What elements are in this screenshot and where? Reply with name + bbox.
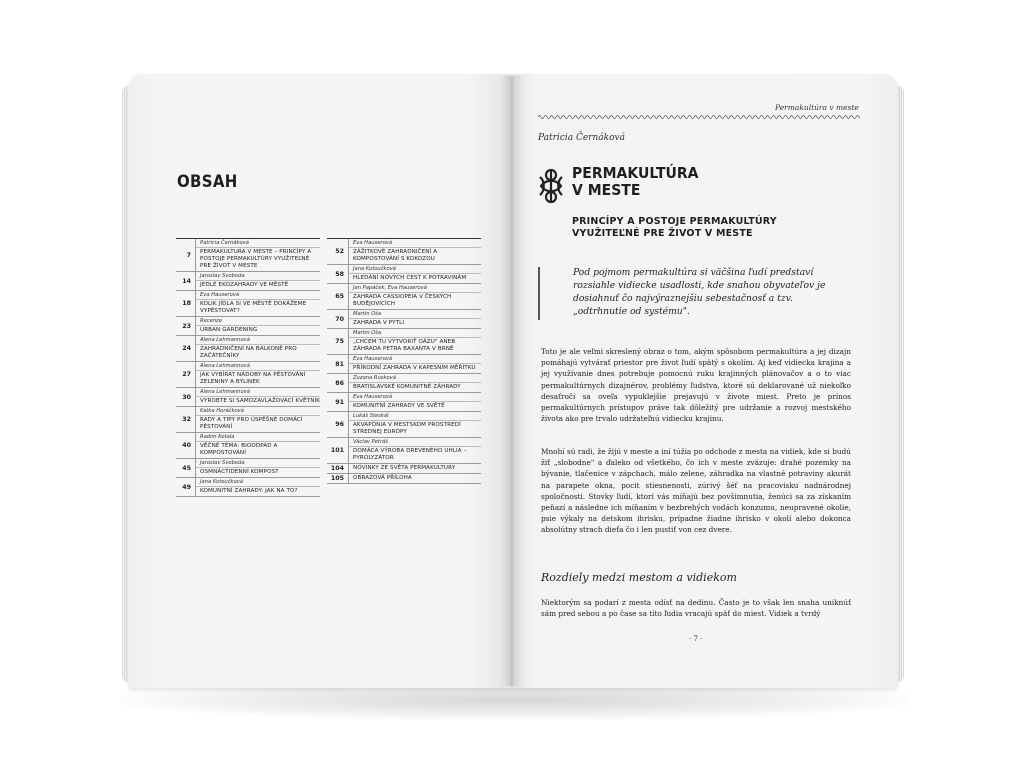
toc-author: Jaroslav Svoboda [196, 273, 320, 281]
toc-entry-body [196, 433, 320, 458]
toc-entry-title: RADY A TIPY PRO ÚSPĚŠNÉ DOMÁCÍ PĚSTOVÁNÍ [200, 417, 303, 430]
toc-entry-title: HLEDÁNÍ NOVÝCH CEST K POTRAVINÁM [353, 275, 467, 281]
toc-author: Patricia Černáková [196, 240, 320, 248]
toc-entry [327, 329, 481, 355]
toc-author: Eva Hauserová [349, 240, 481, 248]
toc-entry [327, 438, 481, 464]
lead-paragraph: Pod pojmom permakultúra si väčšina ľudí predstaví rozsiahle vidiecke usadlosti, kde snahou obyvateľov je dosiahnuť čo najvýraznejšiu sebestačnosť a tzv. „odtrhnutie od systému". [573, 267, 826, 317]
toc-entry-body [196, 362, 320, 387]
toc-entry-title: VĚČNÉ TÉMA: BIOODPAD A KOMPOSTOVÁNÍ [200, 443, 278, 456]
toc-entry-body [349, 412, 481, 437]
toc-entry-title: „CHCEM TU VYTVORIŤ OÁZU" ANEB ZÁHRADA PETRA BAXANTA V BRNĚ [353, 339, 456, 352]
toc-entry-body [349, 474, 481, 483]
toc-page-number: 45 [176, 459, 196, 477]
toc-entry-body [349, 284, 481, 309]
toc-entry-body [349, 393, 481, 411]
toc-entry [327, 464, 481, 474]
toc-entry-body [196, 291, 320, 316]
toc-entry-title: PŘÍRODNÍ ZAHRADA V KAPESNÍM MĚŘÍTKU [353, 365, 476, 371]
toc-page-number: 86 [327, 374, 349, 392]
toc-page-number: 96 [327, 412, 349, 437]
chapter-title [572, 165, 698, 200]
chapter-title-line2: V MESTE [572, 182, 641, 200]
toc-entry-title: ZAHRADA V PYTLI [353, 320, 405, 326]
toc-entry [176, 407, 320, 433]
toc-entry [176, 317, 320, 336]
toc-entry-title: PERMAKULTURA V MESTE – PRINCÍPY A POSTOJE PERMAKULTÚRY VYUŽITEĽNÉ PRE ŽIVOT V MESTE [200, 249, 312, 269]
toc-page-number: 101 [327, 438, 349, 463]
toc-entry-title: KOMUNITNÍ ZAHRADY VE SVĚTĚ [353, 403, 445, 409]
toc-entry-title: KOMUNITNÍ ZAHRADY: JAK NA TO? [200, 488, 298, 494]
chapter-title-line1: PERMAKULTÚRA [572, 165, 699, 183]
toc-entry [327, 239, 481, 265]
toc-author: Eva Hauserová [349, 394, 481, 402]
toc-entry [327, 393, 481, 412]
toc-entry-title: OBRAZOVÁ PŘÍLOHA [353, 475, 412, 481]
toc-entry-body [349, 310, 481, 328]
toc-entry-title: ZÁŽITKOVÉ ZAHRADNIČENÍ A KOMPOSTOVÁNÍ S KOKOZOU [353, 249, 438, 262]
toc-entry [327, 284, 481, 310]
body-paragraph-2: Mnohí sú radi, že žijú v meste a iní túžia po odchode z mesta na vidiek, kde si budú žiť „slobodne" a ďaleko od všetkého, čo ich v meste zväzuje: drahé pozemky na bývanie, tlačenice v zápchach, málo zelene, záhradka na vlastné potraviny akurát na parapete okna, pocit stiesnenosti, zúrivý šéf na pracovisku nadnárodnej spoločnosti. Stovky ľudí, ktorí vás míňajú bez povšimnutia, ženúci sa za získaním peňazí a následne ich míňaním v bezbrehých vodách konzumu, neupravené okolie, psie výkaly na detskom ihrisku, prípadne žiadne ihrisko v okolí alebo dokonca absolútny strach dieťa čo i len pustiť von cez dvere. [541, 447, 851, 535]
toc-page-number: 65 [327, 284, 349, 309]
toc-entry-body [196, 239, 320, 271]
toc-entry-title: JAK VYBÍRAT NÁDOBY NA PĚSTOVÁNÍ ZELENINY A BYLINEK [200, 372, 306, 385]
toc-author: Katka Horáčková [196, 408, 320, 416]
toc-entry-title: JEDLÉ EKOZAHRADY VE MĚSTĚ [200, 282, 289, 288]
chapter-subtitle-line1: PRINCÍPY A POSTOJE PERMAKULTÚRY [572, 216, 777, 227]
toc-entry [327, 265, 481, 284]
toc-column-right [327, 238, 481, 484]
toc-entry-title: VYROBTE SI SAMOZAVLAŽOVACÍ KVĚTNÍK [200, 398, 321, 404]
toc-entry [327, 374, 481, 393]
toc-author: Zuzana Rusková [349, 375, 481, 383]
toc-column-left [176, 238, 320, 497]
toc-page-number: 18 [176, 291, 196, 316]
toc-author: Jan Papáček, Eva Hauserová [349, 285, 481, 293]
toc-page-number: 14 [176, 272, 196, 290]
toc-page-number: 70 [327, 310, 349, 328]
toc-page-number: 32 [176, 407, 196, 432]
toc-entry-title: NOVINKY ZE SVĚTA PERMAKULTURY [353, 465, 456, 471]
toc-entry-title: BRATISLAVSKÉ KOMUNITNÉ ZÁHRADY [353, 384, 461, 390]
toc-entry [176, 362, 320, 388]
toc-entry [176, 433, 320, 459]
toc-entry-body [196, 272, 320, 290]
toc-entry [327, 355, 481, 374]
toc-page-number: 7 [176, 239, 196, 271]
body-paragraph-1: Toto je ale veľmi skreslený obraz o tom, akým spôsobom permakultúra a jej dizajn pomáhajú vytvárať priestor pre život ľudí spätý s okolím. Aj keď vidiecka krajina a jej využívanie dnes potrebuje pomocnú ruku krajinných plánovačov a o to viac permakultúrnych dizajnérov, problémy ľudstva, ktoré sú deklarované už niekoľko desaťročí sa oveľa vypuklejšie prejavujú v živote miest. Preto je prínos permakultúrnych prístupov práve tak dôležitý pre udržanie a rozvoj mestského života ako pre trvalo udržateľnú vidiecku krajinu. [541, 347, 851, 424]
toc-author: Václav Petráš [349, 439, 481, 447]
toc-page-number: 81 [327, 355, 349, 373]
toc-page-number: 40 [176, 433, 196, 458]
toc-entry-body [196, 336, 320, 361]
toc-entry [176, 336, 320, 362]
toc-author: Lukáš Steskál [349, 413, 481, 421]
toc-page-number: 105 [327, 474, 349, 483]
toc-author: Martin Oša [349, 330, 481, 338]
toc-title: OBSAH [177, 171, 238, 192]
toc-entry-title: URBAN GARDENING [200, 327, 258, 333]
toc-entry-body [349, 355, 481, 373]
toc-entry [327, 310, 481, 329]
toc-entry [176, 478, 320, 497]
toc-entry-body [196, 317, 320, 335]
toc-author: Jaroslav Svoboda [196, 460, 320, 468]
toc-entry [176, 272, 320, 291]
wavy-divider [538, 113, 860, 121]
toc-author: Martin Oša [349, 311, 481, 319]
chapter-subtitle-line2: VYUŽITEĽNÉ PRE ŽIVOT V MESTE [572, 228, 753, 239]
toc-page-number: 23 [176, 317, 196, 335]
celtic-knot-icon [537, 167, 565, 205]
toc-page-number: 52 [327, 239, 349, 264]
toc-author: Recenze [196, 318, 320, 326]
toc-entry [176, 388, 320, 407]
running-head: Permakultúra v meste [775, 103, 859, 112]
toc-entry [327, 412, 481, 438]
toc-entry [176, 459, 320, 478]
toc-author: Jana Kotoučková [196, 479, 320, 487]
toc-page-number: 104 [327, 464, 349, 473]
toc-page-number: 58 [327, 265, 349, 283]
toc-page-number: 49 [176, 478, 196, 496]
toc-entry-body [196, 388, 320, 406]
article-author: Patricia Černáková [538, 133, 625, 143]
toc-page-number: 24 [176, 336, 196, 361]
toc-author: Alena Lehmannová [196, 389, 320, 397]
toc-entry-body [349, 265, 481, 283]
toc-page-number: 91 [327, 393, 349, 411]
toc-entry-body [349, 438, 481, 463]
toc-entry [176, 239, 320, 272]
lead-quote-bar [538, 267, 540, 320]
toc-entry-body [349, 374, 481, 392]
toc-entry-title: AKVAPÓNIA V MESTSKOM PROSTREDÍ STREDNEJ EURÓPY [353, 422, 461, 435]
toc-entry-body [349, 329, 481, 354]
toc-entry [176, 291, 320, 317]
toc-page-number: 30 [176, 388, 196, 406]
toc-entry-title: ZAHRADNIČENÍ NA BALKONĚ PRO ZAČÁTEČNÍKY [200, 346, 297, 359]
body-paragraph-3: Niektorým sa podarí z mesta odísť na dedinu. Často je to však len snaha uniknúť sám pred sebou a po čase sa títo ľudia vracajú späť do miest. Vidiek a tvrdý [541, 598, 851, 619]
toc-entry-body [349, 239, 481, 264]
toc-entry-title: DOMÁCA VÝROBA DREVENÉHO UHLIA – PYROLYZÁTOR [353, 448, 467, 461]
toc-entry-body [196, 407, 320, 432]
toc-entry-title: KOLIK JÍDLA SI VE MĚSTĚ DOKÁŽEME VYPĚSTOVAT? [200, 301, 307, 314]
toc-page-number: 75 [327, 329, 349, 354]
toc-author: Radim Kotala [196, 434, 320, 442]
toc-author: Jana Kotoučková [349, 266, 481, 274]
page-number: · 7 · [689, 635, 703, 643]
toc-author: Eva Hauserová [349, 356, 481, 364]
toc-entry [327, 474, 481, 484]
toc-entry-body [349, 464, 481, 473]
toc-author: Alena Lehmannová [196, 337, 320, 345]
book-gutter [500, 76, 524, 686]
toc-entry-title: OSMNÁCTIDENNÍ KOMPOST [200, 469, 279, 475]
toc-page-number: 27 [176, 362, 196, 387]
toc-author: Alena Lehmannová [196, 363, 320, 371]
toc-author: Eva Hauserová [196, 292, 320, 300]
chapter-subtitle [572, 216, 777, 240]
toc-entry-title: ZAHRADA CASSIOPEIA V ČESKÝCH BUDĚJOVICÍCH [353, 294, 452, 307]
toc-entry-body [196, 478, 320, 496]
section-heading: Rozdiely medzi mestom a vidiekom [541, 571, 737, 584]
toc-entry-body [196, 459, 320, 477]
